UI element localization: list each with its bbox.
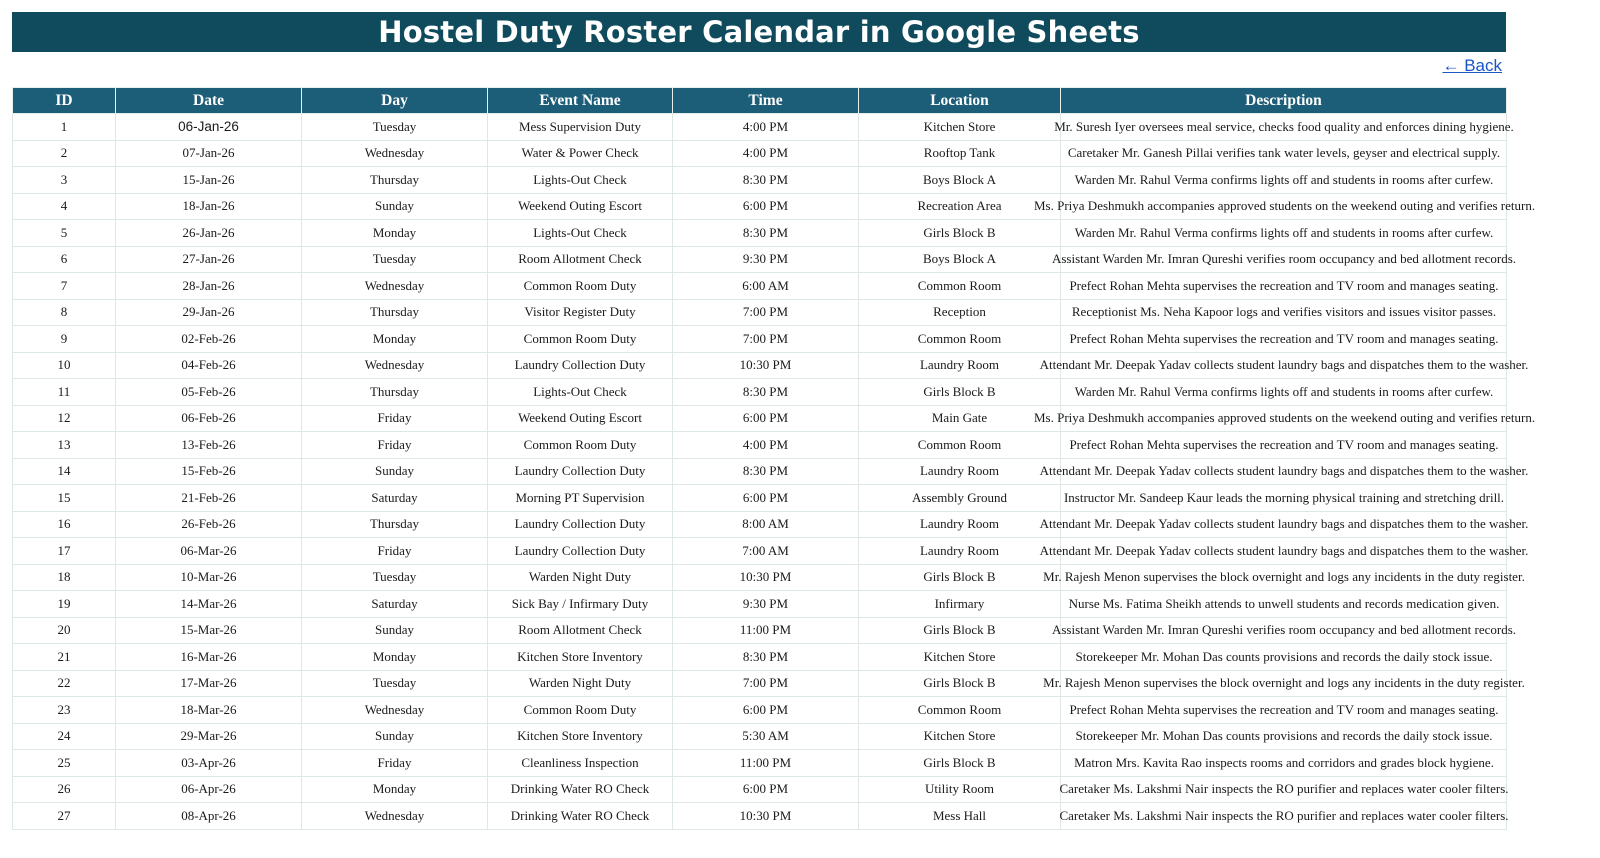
title-bar — [12, 12, 1506, 52]
event-name-cell[interactable]: Weekend Outing Escort — [488, 193, 673, 220]
time-cell[interactable]: 11:00 PM — [673, 617, 859, 644]
location-cell[interactable]: Recreation Area — [859, 193, 1061, 220]
description-text: Warden Mr. Rahul Verma confirms lights off and students in rooms after curfew. — [1074, 224, 1494, 240]
description-cell[interactable] — [1061, 485, 1507, 512]
description-cell[interactable] — [1061, 220, 1507, 247]
event-name-cell[interactable]: Sick Bay / Infirmary Duty — [488, 591, 673, 618]
day-cell[interactable]: Friday — [302, 432, 488, 459]
column-header-location[interactable]: Location — [859, 88, 1061, 114]
description-text: Matron Mrs. Kavita Rao inspects rooms and corridors and grades block hygiene. — [1074, 754, 1494, 770]
id-cell[interactable]: 4 — [13, 193, 116, 220]
id-cell[interactable]: 23 — [13, 697, 116, 724]
id-cell[interactable]: 14 — [13, 458, 116, 485]
table-row[interactable] — [13, 723, 1507, 750]
table-row[interactable] — [13, 220, 1507, 247]
location-cell[interactable]: Assembly Ground — [859, 485, 1061, 512]
date-cell[interactable]: 03-Apr-26 — [116, 750, 302, 777]
location-cell[interactable]: Infirmary — [859, 591, 1061, 618]
table-row[interactable] — [13, 697, 1507, 724]
description-text: Mr. Rajesh Menon supervises the block overnight and logs any incidents in the duty register. — [1043, 569, 1525, 585]
event-name-cell[interactable]: Kitchen Store Inventory — [488, 644, 673, 671]
event-name-cell[interactable]: Cleanliness Inspection — [488, 750, 673, 777]
location-cell[interactable]: Boys Block A — [859, 246, 1061, 273]
event-name-cell[interactable]: Laundry Collection Duty — [488, 511, 673, 538]
description-cell[interactable] — [1039, 352, 1529, 379]
table-row[interactable] — [13, 564, 1507, 591]
date-cell[interactable]: 15-Feb-26 — [116, 458, 302, 485]
event-name-cell[interactable]: Room Allotment Check — [488, 246, 673, 273]
description-cell[interactable] — [1061, 644, 1507, 671]
location-cell[interactable]: Common Room — [859, 326, 1061, 353]
description-text: Warden Mr. Rahul Verma confirms lights off and students in rooms after curfew. — [1074, 171, 1494, 187]
day-cell[interactable]: Tuesday — [302, 564, 488, 591]
location-cell[interactable]: Girls Block B — [859, 670, 1061, 697]
time-cell[interactable]: 9:30 PM — [673, 591, 859, 618]
date-cell[interactable]: 29-Mar-26 — [116, 723, 302, 750]
description-text: Mr. Suresh Iyer oversees meal service, checks food quality and enforces dining hygiene. — [1054, 118, 1514, 134]
day-cell[interactable]: Friday — [302, 750, 488, 777]
day-cell[interactable]: Wednesday — [302, 352, 488, 379]
event-name-cell[interactable]: Common Room Duty — [488, 273, 673, 300]
day-cell[interactable]: Monday — [302, 326, 488, 353]
event-name-cell[interactable]: Common Room Duty — [488, 432, 673, 459]
table-row[interactable] — [13, 511, 1507, 538]
location-cell[interactable]: Kitchen Store — [859, 644, 1061, 671]
time-cell[interactable]: 6:00 PM — [673, 405, 859, 432]
table-row[interactable] — [13, 750, 1507, 777]
table-row[interactable] — [13, 352, 1507, 379]
day-cell[interactable]: Tuesday — [302, 670, 488, 697]
table-row[interactable] — [13, 538, 1507, 565]
time-cell[interactable]: 7:00 AM — [673, 538, 859, 565]
table-row[interactable] — [13, 379, 1507, 406]
location-cell[interactable]: Girls Block B — [859, 750, 1061, 777]
table-row[interactable] — [13, 458, 1507, 485]
description-cell[interactable] — [1061, 167, 1507, 194]
day-cell[interactable]: Friday — [302, 538, 488, 565]
description-cell[interactable] — [1039, 511, 1529, 538]
page-title: Hostel Duty Roster Calendar in Google Sheets — [378, 15, 1140, 49]
description-text: Attendant Mr. Deepak Yadav collects student laundry bags and dispatches them to the washer. — [1039, 516, 1529, 532]
id-cell[interactable]: 3 — [13, 167, 116, 194]
time-cell[interactable]: 10:30 PM — [673, 803, 859, 830]
event-name-cell[interactable]: Common Room Duty — [488, 697, 673, 724]
table-row[interactable] — [13, 591, 1507, 618]
date-cell[interactable]: 06-Mar-26 — [116, 538, 302, 565]
event-name-cell[interactable]: Warden Night Duty — [488, 670, 673, 697]
date-cell[interactable]: 18-Mar-26 — [116, 697, 302, 724]
day-cell[interactable]: Wednesday — [302, 140, 488, 167]
event-name-cell[interactable]: Warden Night Duty — [488, 564, 673, 591]
event-name-cell[interactable]: Lights-Out Check — [488, 167, 673, 194]
id-cell[interactable]: 1 — [13, 114, 116, 141]
time-cell[interactable]: 6:00 AM — [673, 273, 859, 300]
description-text: Storekeeper Mr. Mohan Das counts provisions and records the daily stock issue. — [1075, 648, 1493, 664]
day-cell[interactable]: Monday — [302, 644, 488, 671]
column-header-date[interactable]: Date — [116, 88, 302, 114]
location-cell[interactable]: Laundry Room — [859, 352, 1061, 379]
date-cell[interactable]: 27-Jan-26 — [116, 246, 302, 273]
id-cell[interactable]: 18 — [13, 564, 116, 591]
date-cell[interactable]: 28-Jan-26 — [116, 273, 302, 300]
event-name-cell[interactable]: Weekend Outing Escort — [488, 405, 673, 432]
table-row[interactable] — [13, 670, 1507, 697]
column-header-time[interactable]: Time — [673, 88, 859, 114]
table-row[interactable] — [13, 167, 1507, 194]
date-cell[interactable]: 06-Feb-26 — [116, 405, 302, 432]
event-name-cell[interactable]: Drinking Water RO Check — [488, 803, 673, 830]
event-name-cell[interactable]: Room Allotment Check — [488, 617, 673, 644]
id-cell[interactable]: 13 — [13, 432, 116, 459]
location-cell[interactable]: Boys Block A — [859, 167, 1061, 194]
day-cell[interactable]: Sunday — [302, 458, 488, 485]
table-header — [13, 88, 1507, 114]
location-cell[interactable]: Laundry Room — [859, 511, 1061, 538]
table-row[interactable] — [13, 432, 1507, 459]
time-cell[interactable]: 10:30 PM — [673, 564, 859, 591]
table-row[interactable] — [13, 326, 1507, 353]
id-cell[interactable]: 19 — [13, 591, 116, 618]
description-cell[interactable] — [1061, 140, 1507, 167]
location-cell[interactable]: Kitchen Store — [859, 723, 1061, 750]
description-cell[interactable] — [1061, 432, 1507, 459]
id-cell[interactable]: 8 — [13, 299, 116, 326]
description-text: Receptionist Ms. Neha Kapoor logs and verifies visitors and issues visitor passes. — [1071, 304, 1497, 320]
time-cell[interactable]: 4:00 PM — [673, 432, 859, 459]
date-cell[interactable]: 26-Jan-26 — [116, 220, 302, 247]
table-row[interactable] — [13, 803, 1507, 830]
description-cell[interactable] — [1043, 670, 1525, 697]
event-name-cell[interactable]: Water & Power Check — [488, 140, 673, 167]
location-cell[interactable]: Girls Block B — [859, 379, 1061, 406]
date-cell[interactable]: 06-Apr-26 — [116, 776, 302, 803]
date-cell[interactable]: 05-Feb-26 — [116, 379, 302, 406]
roster-table-container — [12, 87, 1536, 830]
time-cell[interactable]: 6:00 PM — [673, 776, 859, 803]
date-cell[interactable]: 04-Feb-26 — [116, 352, 302, 379]
day-cell[interactable]: Sunday — [302, 723, 488, 750]
event-name-cell[interactable]: Drinking Water RO Check — [488, 776, 673, 803]
table-row[interactable] — [13, 644, 1507, 671]
date-cell[interactable]: 14-Mar-26 — [116, 591, 302, 618]
column-header-day[interactable]: Day — [302, 88, 488, 114]
date-cell[interactable]: 07-Jan-26 — [116, 140, 302, 167]
date-cell[interactable]: 10-Mar-26 — [116, 564, 302, 591]
id-cell[interactable]: 25 — [13, 750, 116, 777]
location-cell[interactable]: Rooftop Tank — [859, 140, 1061, 167]
id-cell[interactable]: 24 — [13, 723, 116, 750]
table-row[interactable] — [13, 617, 1507, 644]
description-cell[interactable] — [1051, 617, 1517, 644]
description-cell[interactable] — [1061, 776, 1507, 803]
back-link[interactable]: ← Back — [1442, 56, 1502, 75]
table-row[interactable] — [13, 140, 1507, 167]
description-text: Attendant Mr. Deepak Yadav collects student laundry bags and dispatches them to the washer. — [1039, 542, 1529, 558]
location-cell[interactable]: Laundry Room — [859, 458, 1061, 485]
event-name-cell[interactable]: Morning PT Supervision — [488, 485, 673, 512]
description-cell[interactable] — [1034, 193, 1536, 220]
table-row[interactable] — [13, 246, 1507, 273]
date-cell[interactable]: 21-Feb-26 — [116, 485, 302, 512]
day-cell[interactable]: Tuesday — [302, 246, 488, 273]
event-name-cell[interactable]: Lights-Out Check — [488, 379, 673, 406]
header-row — [13, 88, 1507, 114]
description-text: Attendant Mr. Deepak Yadav collects student laundry bags and dispatches them to the washer. — [1039, 463, 1529, 479]
table-row[interactable] — [13, 405, 1507, 432]
location-cell[interactable]: Common Room — [859, 432, 1061, 459]
description-text: Assistant Warden Mr. Imran Qureshi verifies room occupancy and bed allotment records. — [1051, 251, 1517, 267]
id-cell[interactable]: 2 — [13, 140, 116, 167]
time-cell[interactable]: 8:30 PM — [673, 458, 859, 485]
time-cell[interactable]: 4:00 PM — [673, 140, 859, 167]
table-row[interactable] — [13, 299, 1507, 326]
date-cell[interactable]: 06-Jan-26 — [116, 114, 302, 141]
id-cell[interactable]: 5 — [13, 220, 116, 247]
id-cell[interactable]: 12 — [13, 405, 116, 432]
description-cell[interactable] — [1061, 326, 1507, 353]
description-text: Ms. Priya Deshmukh accompanies approved students on the weekend outing and verifies return. — [1034, 198, 1536, 214]
description-text: Mr. Rajesh Menon supervises the block overnight and logs any incidents in the duty register. — [1043, 675, 1525, 691]
description-cell[interactable] — [1061, 273, 1507, 300]
location-cell[interactable]: Mess Hall — [859, 803, 1061, 830]
description-cell[interactable] — [1051, 246, 1517, 273]
roster-table — [12, 87, 1536, 830]
table-row[interactable] — [13, 485, 1507, 512]
day-cell[interactable]: Sunday — [302, 617, 488, 644]
location-cell[interactable]: Utility Room — [859, 776, 1061, 803]
date-cell[interactable]: 18-Jan-26 — [116, 193, 302, 220]
time-cell[interactable]: 7:00 PM — [673, 326, 859, 353]
time-cell[interactable]: 4:00 PM — [673, 114, 859, 141]
location-cell[interactable]: Common Room — [859, 273, 1061, 300]
description-text: Caretaker Ms. Lakshmi Nair inspects the RO purifier and replaces water cooler filters. — [1059, 781, 1509, 797]
day-cell[interactable]: Monday — [302, 220, 488, 247]
location-cell[interactable]: Kitchen Store — [859, 114, 1061, 141]
day-cell[interactable]: Thursday — [302, 379, 488, 406]
id-cell[interactable]: 22 — [13, 670, 116, 697]
description-cell[interactable] — [1039, 458, 1529, 485]
id-cell[interactable]: 16 — [13, 511, 116, 538]
description-text: Prefect Rohan Mehta supervises the recreation and TV room and manages seating. — [1069, 436, 1499, 452]
description-cell[interactable] — [1034, 405, 1536, 432]
description-cell[interactable] — [1061, 697, 1507, 724]
id-cell[interactable]: 9 — [13, 326, 116, 353]
description-cell[interactable] — [1061, 591, 1507, 618]
day-cell[interactable]: Thursday — [302, 511, 488, 538]
table-row[interactable] — [13, 193, 1507, 220]
description-text: Prefect Rohan Mehta supervises the recreation and TV room and manages seating. — [1069, 277, 1499, 293]
description-cell[interactable] — [1061, 723, 1507, 750]
table-row[interactable] — [13, 273, 1507, 300]
date-cell[interactable]: 15-Mar-26 — [116, 617, 302, 644]
date-cell[interactable]: 08-Apr-26 — [116, 803, 302, 830]
time-cell[interactable]: 7:00 PM — [673, 670, 859, 697]
event-name-cell[interactable]: Laundry Collection Duty — [488, 352, 673, 379]
id-cell[interactable]: 10 — [13, 352, 116, 379]
day-cell[interactable]: Wednesday — [302, 803, 488, 830]
date-cell[interactable]: 16-Mar-26 — [116, 644, 302, 671]
time-cell[interactable]: 8:30 PM — [673, 167, 859, 194]
day-cell[interactable]: Thursday — [302, 299, 488, 326]
event-name-cell[interactable]: Visitor Register Duty — [488, 299, 673, 326]
location-cell[interactable]: Main Gate — [859, 405, 1061, 432]
date-cell[interactable]: 29-Jan-26 — [116, 299, 302, 326]
time-cell[interactable]: 6:00 PM — [673, 697, 859, 724]
description-text: Storekeeper Mr. Mohan Das counts provisions and records the daily stock issue. — [1075, 728, 1493, 744]
day-cell[interactable]: Wednesday — [302, 697, 488, 724]
day-cell[interactable]: Saturday — [302, 591, 488, 618]
table-row[interactable] — [13, 776, 1507, 803]
table-body — [13, 114, 1536, 830]
event-name-cell[interactable]: Laundry Collection Duty — [488, 538, 673, 565]
description-text: Prefect Rohan Mehta supervises the recreation and TV room and manages seating. — [1069, 701, 1499, 717]
time-cell[interactable]: 8:30 PM — [673, 644, 859, 671]
description-cell[interactable] — [1054, 114, 1514, 141]
table-row[interactable] — [13, 114, 1507, 141]
day-cell[interactable]: Friday — [302, 405, 488, 432]
description-text: Nurse Ms. Fatima Sheikh attends to unwell students and records medication given. — [1068, 595, 1500, 611]
description-text: Ms. Priya Deshmukh accompanies approved students on the weekend outing and verifies return. — [1034, 410, 1536, 426]
day-cell[interactable]: Saturday — [302, 485, 488, 512]
day-cell[interactable]: Monday — [302, 776, 488, 803]
description-text: Caretaker Mr. Ganesh Pillai verifies tank water levels, geyser and electrical supply. — [1067, 145, 1501, 161]
event-name-cell[interactable]: Mess Supervision Duty — [488, 114, 673, 141]
time-cell[interactable]: 9:30 PM — [673, 246, 859, 273]
time-cell[interactable]: 8:30 PM — [673, 379, 859, 406]
time-cell[interactable]: 5:30 AM — [673, 723, 859, 750]
day-cell[interactable]: Sunday — [302, 193, 488, 220]
date-cell[interactable]: 26-Feb-26 — [116, 511, 302, 538]
location-cell[interactable]: Laundry Room — [859, 538, 1061, 565]
time-cell[interactable]: 8:30 PM — [673, 220, 859, 247]
time-cell[interactable]: 6:00 PM — [673, 485, 859, 512]
id-cell[interactable]: 17 — [13, 538, 116, 565]
description-cell[interactable] — [1061, 299, 1507, 326]
location-cell[interactable]: Girls Block B — [859, 564, 1061, 591]
description-cell[interactable] — [1039, 538, 1529, 565]
date-cell[interactable]: 15-Jan-26 — [116, 167, 302, 194]
date-cell[interactable]: 13-Feb-26 — [116, 432, 302, 459]
id-cell[interactable]: 26 — [13, 776, 116, 803]
description-text: Prefect Rohan Mehta supervises the recreation and TV room and manages seating. — [1069, 330, 1499, 346]
column-header-description[interactable]: Description — [1061, 88, 1507, 114]
location-cell[interactable]: Reception — [859, 299, 1061, 326]
description-text: Assistant Warden Mr. Imran Qureshi verifies room occupancy and bed allotment records. — [1051, 622, 1517, 638]
id-cell[interactable]: 21 — [13, 644, 116, 671]
location-cell[interactable]: Common Room — [859, 697, 1061, 724]
id-cell[interactable]: 6 — [13, 246, 116, 273]
location-cell[interactable]: Girls Block B — [859, 220, 1061, 247]
description-cell[interactable] — [1061, 750, 1507, 777]
id-cell[interactable]: 11 — [13, 379, 116, 406]
event-name-cell[interactable]: Kitchen Store Inventory — [488, 723, 673, 750]
id-cell[interactable]: 27 — [13, 803, 116, 830]
location-cell[interactable]: Girls Block B — [859, 617, 1061, 644]
description-text: Warden Mr. Rahul Verma confirms lights off and students in rooms after curfew. — [1074, 383, 1494, 399]
event-name-cell[interactable]: Common Room Duty — [488, 326, 673, 353]
time-cell[interactable]: 6:00 PM — [673, 193, 859, 220]
id-cell[interactable]: 7 — [13, 273, 116, 300]
description-cell[interactable] — [1061, 803, 1507, 830]
time-cell[interactable]: 8:00 AM — [673, 511, 859, 538]
day-cell[interactable]: Tuesday — [302, 114, 488, 141]
date-cell[interactable]: 02-Feb-26 — [116, 326, 302, 353]
column-header-event-name[interactable]: Event Name — [488, 88, 673, 114]
day-cell[interactable]: Thursday — [302, 167, 488, 194]
description-cell[interactable] — [1061, 379, 1507, 406]
event-name-cell[interactable]: Laundry Collection Duty — [488, 458, 673, 485]
time-cell[interactable]: 11:00 PM — [673, 750, 859, 777]
description-text: Attendant Mr. Deepak Yadav collects student laundry bags and dispatches them to the washer. — [1039, 357, 1529, 373]
event-name-cell[interactable]: Lights-Out Check — [488, 220, 673, 247]
date-cell[interactable]: 17-Mar-26 — [116, 670, 302, 697]
id-cell[interactable]: 20 — [13, 617, 116, 644]
time-cell[interactable]: 7:00 PM — [673, 299, 859, 326]
id-cell[interactable]: 15 — [13, 485, 116, 512]
time-cell[interactable]: 10:30 PM — [673, 352, 859, 379]
description-text: Instructor Mr. Sandeep Kaur leads the morning physical training and stretching drill. — [1063, 489, 1505, 505]
column-header-id[interactable]: ID — [13, 88, 116, 114]
description-text: Caretaker Ms. Lakshmi Nair inspects the RO purifier and replaces water cooler filters. — [1059, 807, 1509, 823]
description-cell[interactable] — [1043, 564, 1525, 591]
day-cell[interactable]: Wednesday — [302, 273, 488, 300]
